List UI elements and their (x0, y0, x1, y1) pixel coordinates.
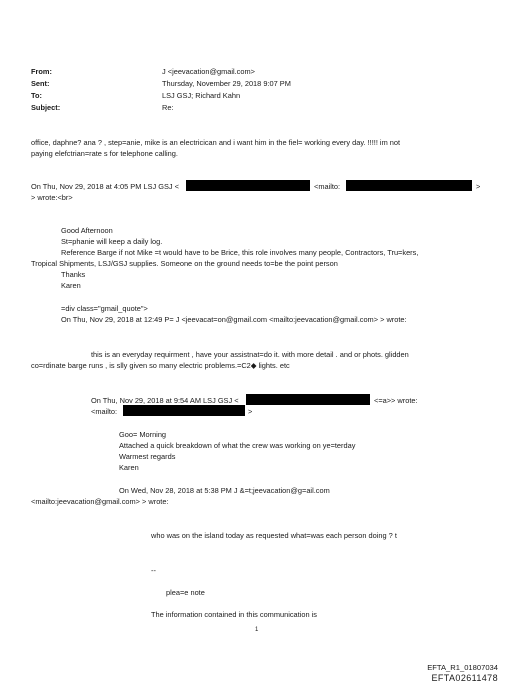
quote2-header: On Thu, Nov 29, 2018 at 12:49 P= J <jeevacat=on@gmail.com <mailto:jeevacation@gmail.com> > wrote: (61, 315, 407, 324)
requirement-line-2: co=rdinate barge runs , is slly given so many electric problems.=C2◆ lights. etc (31, 361, 290, 370)
island-question: who was on the island today as requested what=was each person doing ? t (151, 531, 397, 540)
daily-log-line: St=phanie will keep a daily log. (61, 237, 163, 246)
requirement-line-1: this is an everyday requirment , have your assistnat=do it. with more detail . and or phots. glidden (91, 350, 409, 359)
subject-value: Re: (162, 103, 174, 112)
body-line-1: office, daphne? ana ? , step=anie, mike is an electricican and i want him in the fiel= working every day. !!!!! im not (31, 138, 401, 147)
quote4-mailto: <mailto:jeevacation@gmail.com> > wrote: (31, 497, 169, 506)
signature-dashes: -- (151, 566, 156, 575)
regards-line: Warmest regards (119, 452, 176, 461)
barge-line-1: Reference Barge if not Mike =t would have to be Brice, this role involves many people, Contractors, Tru=kers, (61, 248, 419, 257)
page-number: 1 (255, 627, 259, 633)
confidentiality-line: The information contained in this communication is (151, 610, 317, 619)
sent-label: Sent: (31, 79, 50, 88)
thanks-line: Thanks (61, 270, 86, 279)
quote1-close: > (476, 182, 481, 191)
quote3-header: On Thu, Nov 29, 2018 at 9:54 AM LSJ GSJ < (91, 396, 239, 405)
signature-karen: Karen (61, 281, 81, 290)
quote4-header: On Wed, Nov 28, 2018 at 5:38 PM J &=t;jeevacation@g=ail.com (119, 486, 330, 495)
bates-number-2: EFTA02611478 (431, 673, 498, 683)
subject-label: Subject: (31, 103, 61, 112)
quote3-mailto: <mailto: (91, 407, 118, 416)
redaction-box (186, 180, 310, 191)
quote3-wrote: <=a>> wrote: (374, 396, 418, 405)
gmail-quote-div: =div class="gmail_quote"> (61, 304, 148, 313)
redaction-box (123, 405, 245, 416)
breakdown-line: Attached a quick breakdown of what the crew was working on ye=terday (119, 441, 356, 450)
greeting-afternoon: Good Afternoon (61, 226, 113, 235)
redaction-box (246, 394, 370, 405)
sent-value: Thursday, November 29, 2018 9:07 PM (162, 79, 291, 88)
to-label: To: (31, 91, 42, 100)
from-label: From: (31, 67, 52, 76)
redaction-box (346, 180, 472, 191)
to-value: LSJ GSJ; Richard Kahn (162, 91, 241, 100)
greeting-morning: Goo= Morning (119, 430, 167, 439)
quote1-header: On Thu, Nov 29, 2018 at 4:05 PM LSJ GSJ < (31, 182, 179, 191)
body-line-2: paying elefctrian=rate s for telephone calling. (31, 149, 178, 158)
quote3-close: > (248, 407, 253, 416)
from-value: J <jeevacation@gmail.com> (162, 67, 255, 76)
please-note: plea=e note (166, 588, 205, 597)
signature-karen-2: Karen (119, 463, 139, 472)
quote1-wrote: > wrote:<br> (31, 193, 73, 202)
bates-number-1: EFTA_R1_01807034 (427, 663, 498, 672)
quote1-mailto: <mailto: (314, 182, 341, 191)
barge-line-2: Tropical Shipments, LSJ/GSJ supplies. Someone on the ground needs to=be the point person (31, 259, 338, 268)
